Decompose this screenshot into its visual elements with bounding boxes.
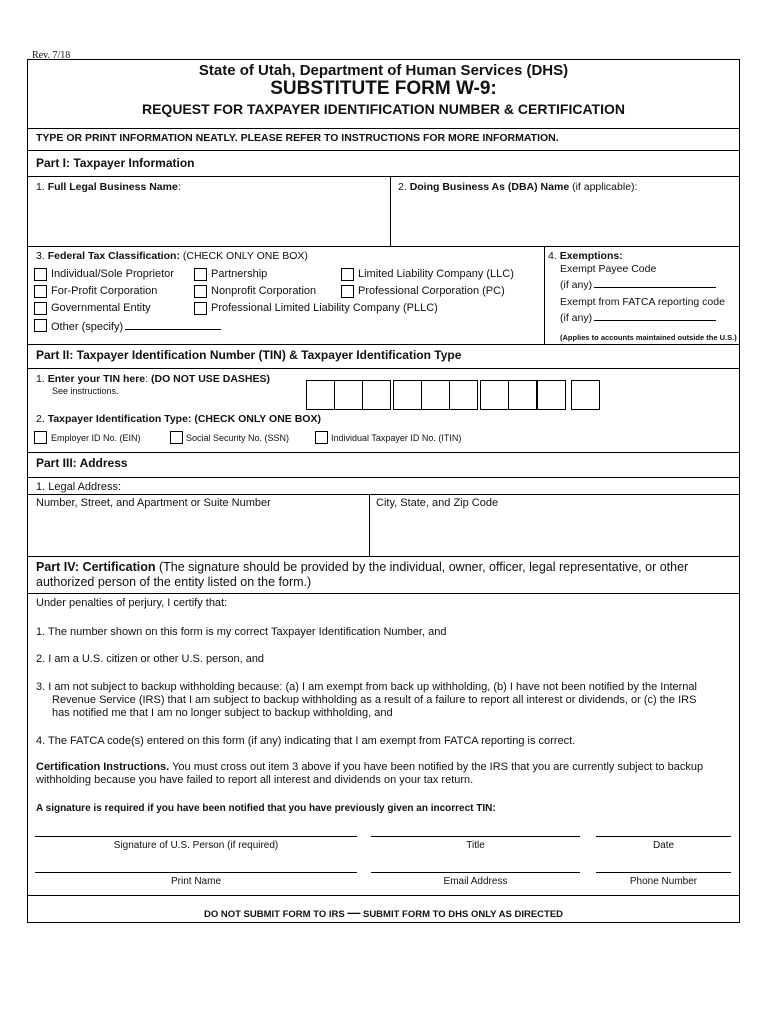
email-label: Email Address [443,876,508,887]
government-checkbox[interactable] [34,302,47,315]
phone-label: Phone Number [629,876,698,887]
divider [27,128,740,129]
partnership-checkbox[interactable] [194,268,207,281]
divider [27,368,740,369]
pllc-label: Professional Limited Liability Company (PLLC) [211,302,438,314]
divider [27,150,740,151]
city-label: City, State, and Zip Code [376,497,499,509]
see-instructions-text: See instructions. [52,386,119,396]
divider [390,176,391,246]
signature-line[interactable] [35,836,357,837]
part3-title: Part III: Address [36,456,128,470]
pc-label: Professional Corporation (PC) [358,285,505,297]
divider [27,452,740,453]
other-checkbox[interactable] [34,319,47,332]
divider [27,176,740,177]
divider [27,895,740,896]
divider [27,556,740,557]
dba-name-label: 2. Doing Business As (DBA) Name (if applicable): [398,181,638,193]
fatca-code-input[interactable] [594,310,716,321]
tin-digit-box[interactable] [508,380,537,410]
tin-digit-box[interactable] [306,380,335,410]
ssn-label: Social Security No. (SSN) [186,433,290,443]
other-specify-line[interactable] [125,319,221,330]
pc-checkbox[interactable] [341,285,354,298]
tin-digit-box[interactable] [449,380,478,410]
tin-type-label: 2. Taxpayer Identification Type: (CHECK ONLY ONE BOX) [36,413,321,425]
cert-item-3: 3. I am not subject to backup withholding because: (a) I am exempt from back up withholding, (b) I have not been notified by the Internal Revenue Service (IRS) that I am subject to backup withholding as a result of a failure to report all interest or dividends, or (c) the IRS has notified me that I am no longer subject to backup withholding, and [36,681,697,719]
for-profit-checkbox[interactable] [34,285,47,298]
title-line[interactable] [371,836,580,837]
ein-label: Employer ID No. (EIN) [51,433,141,443]
exemptions-label: 4. Exemptions: [548,250,623,262]
exempt-payee-ifany: (if any) [560,277,716,291]
dba-name-input[interactable] [394,196,736,246]
street-input[interactable] [30,512,366,556]
business-name-input[interactable] [30,196,388,246]
certification-instructions: Certification Instructions. You must cross out item 3 above if you have been notified by the IRS that you are currently subject to backup withholding because you have failed to report all interest and dividends on your tax return. [36,761,704,786]
divider [27,344,740,345]
tin-digit-box[interactable] [393,380,422,410]
exempt-payee-code-label: Exempt Payee Code [560,263,657,275]
part4-title: Part IV: Certification (The signature should be provided by the individual, owner, officer, legal representative, or other [36,560,689,574]
footer-notice: DO NOT SUBMIT FORM TO IRS — SUBMIT FORM TO DHS ONLY AS DIRECTED [203,905,564,920]
divider [27,477,740,478]
signature-label: Signature of U.S. Person (if required) [113,840,279,851]
print-name-line[interactable] [35,872,357,873]
government-label: Governmental Entity [51,302,151,314]
street-label: Number, Street, and Apartment or Suite Number [36,497,271,509]
tin-digit-box[interactable] [334,380,363,410]
instructions-line: TYPE OR PRINT INFORMATION NEATLY. PLEASE REFER TO INSTRUCTIONS FOR MORE INFORMATION. [36,132,559,144]
date-line[interactable] [596,836,731,837]
tin-digit-box[interactable] [537,380,566,410]
agency-heading: State of Utah, Department of Human Services (DHS) [198,62,569,79]
legal-address-label: 1. Legal Address: [36,481,122,493]
cert-item-4: 4. The FATCA code(s) entered on this form (if any) indicating that I am exempt from FATCA reporting is correct. [36,735,576,747]
other-label: Other (specify) [51,319,221,333]
city-input[interactable] [373,512,736,556]
exempt-payee-code-input[interactable] [594,277,716,288]
individual-label: Individual/Sole Proprietor [51,268,174,280]
part4-title-line2: authorized person of the entity listed on the form.) [36,575,312,589]
individual-checkbox[interactable] [34,268,47,281]
itin-checkbox[interactable] [315,431,328,444]
divider [27,494,740,495]
email-line[interactable] [371,872,580,873]
llc-checkbox[interactable] [341,268,354,281]
tin-digit-box[interactable] [362,380,391,410]
business-name-label: 1. Full Legal Business Name: [36,181,181,193]
part2-title: Part II: Taxpayer Identification Number (TIN) & Taxpayer Identification Type [36,348,462,362]
print-name-label: Print Name [170,876,221,887]
tin-label: 1. Enter your TIN here: (DO NOT USE DASHES) [36,373,270,385]
divider [369,494,370,556]
revision-label: Rev. 7/18 [32,50,71,61]
tin-digit-box[interactable] [421,380,450,410]
partnership-label: Partnership [211,268,268,280]
cert-item-1: 1. The number shown on this form is my correct Taxpayer Identification Number, and [36,626,447,638]
divider [27,593,740,594]
penalties-text: Under penalties of perjury, I certify that: [36,597,228,609]
nonprofit-checkbox[interactable] [194,285,207,298]
ein-checkbox[interactable] [34,431,47,444]
tin-digit-box[interactable] [480,380,509,410]
pllc-checkbox[interactable] [194,302,207,315]
tin-digit-box[interactable] [571,380,600,410]
ssn-checkbox[interactable] [170,431,183,444]
date-label: Date [652,840,675,851]
title-label: Title [466,840,485,851]
fatca-ifany: (if any) [560,310,716,324]
signature-required-note: A signature is required if you have been notified that you have previously given an incorrect TIN: [36,803,496,814]
exemptions-note: (Applies to accounts maintained outside the U.S.) [560,333,737,342]
llc-label: Limited Liability Company (LLC) [358,268,514,280]
fatca-code-label: Exempt from FATCA reporting code [560,296,725,308]
form-title: SUBSTITUTE FORM W-9: [270,78,497,99]
divider [544,246,545,344]
part1-title: Part I: Taxpayer Information [36,156,195,170]
cert-item-2: 2. I am a U.S. citizen or other U.S. person, and [36,653,265,665]
itin-label: Individual Taxpayer ID No. (ITIN) [331,433,462,443]
phone-line[interactable] [596,872,731,873]
nonprofit-label: Nonprofit Corporation [211,285,317,297]
tax-classification-label: 3. Federal Tax Classification: (CHECK ONLY ONE BOX) [36,250,308,262]
form-subtitle: REQUEST FOR TAXPAYER IDENTIFICATION NUMBER & CERTIFICATION [141,101,625,117]
divider [27,246,740,247]
for-profit-label: For-Profit Corporation [51,285,158,297]
